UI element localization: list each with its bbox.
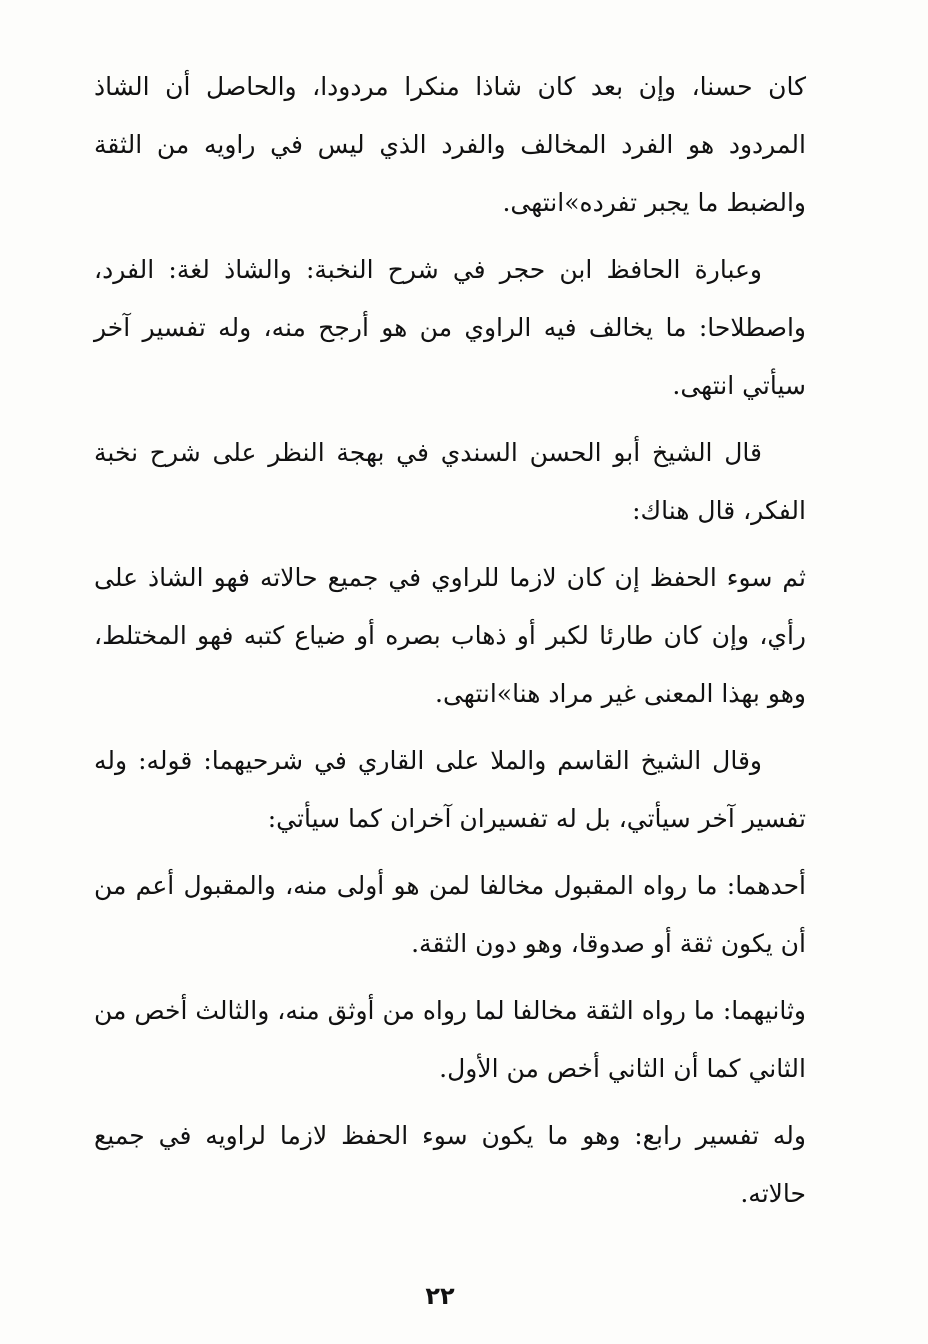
paragraph-5: وقال الشيخ القاسم والملا على القاري في شرحيهما: قوله: وله تفسير آخر سيأتي، بل له تفسيران آخران كما سيأتي: [94, 746, 806, 833]
paragraph-3: قال الشيخ أبو الحسن السندي في بهجة النظر على شرح نخبة الفكر، قال هناك: [94, 438, 806, 525]
body-text [94, 58, 806, 1232]
paragraph-6: أحدهما: ما رواه المقبول مخالفا لمن هو أولى منه، والمقبول أعم من أن يكون ثقة أو صدوقا، وهو دون الثقة. [94, 871, 806, 958]
paragraph-1: كان حسنا، وإن بعد كان شاذا منكرا مردودا، والحاصل أن الشاذ المردود هو الفرد المخالف والفرد الذي ليس في راويه من الثقة والضبط ما يجبر تفرده»انتهى. [94, 72, 806, 217]
paragraph-2: وعبارة الحافظ ابن حجر في شرح النخبة: والشاذ لغة: الفرد، واصطلاحا: ما يخالف فيه الراوي من هو أرجح منه، وله تفسير آخر سيأتي انتهى. [94, 255, 806, 400]
paragraph-8: وله تفسير رابع: وهو ما يكون سوء الحفظ لازما لراويه في جميع حالاته. [94, 1121, 806, 1208]
paragraph-7: وثانيهما: ما رواه الثقة مخالفا لما رواه من أوثق منه، والثالث أخص من الثاني كما أن الثاني أخص من الأول. [94, 996, 806, 1083]
paragraph-4: ثم سوء الحفظ إن كان لازما للراوي في جميع حالاته فهو الشاذ على رأي، وإن كان طارئا لكبر أو ذهاب بصره أو ضياع كتبه فهو المختلط، وهو بهذا المعنى غير مراد هنا»انتهى. [94, 563, 806, 708]
page-number: ٢٢ [425, 1282, 455, 1310]
